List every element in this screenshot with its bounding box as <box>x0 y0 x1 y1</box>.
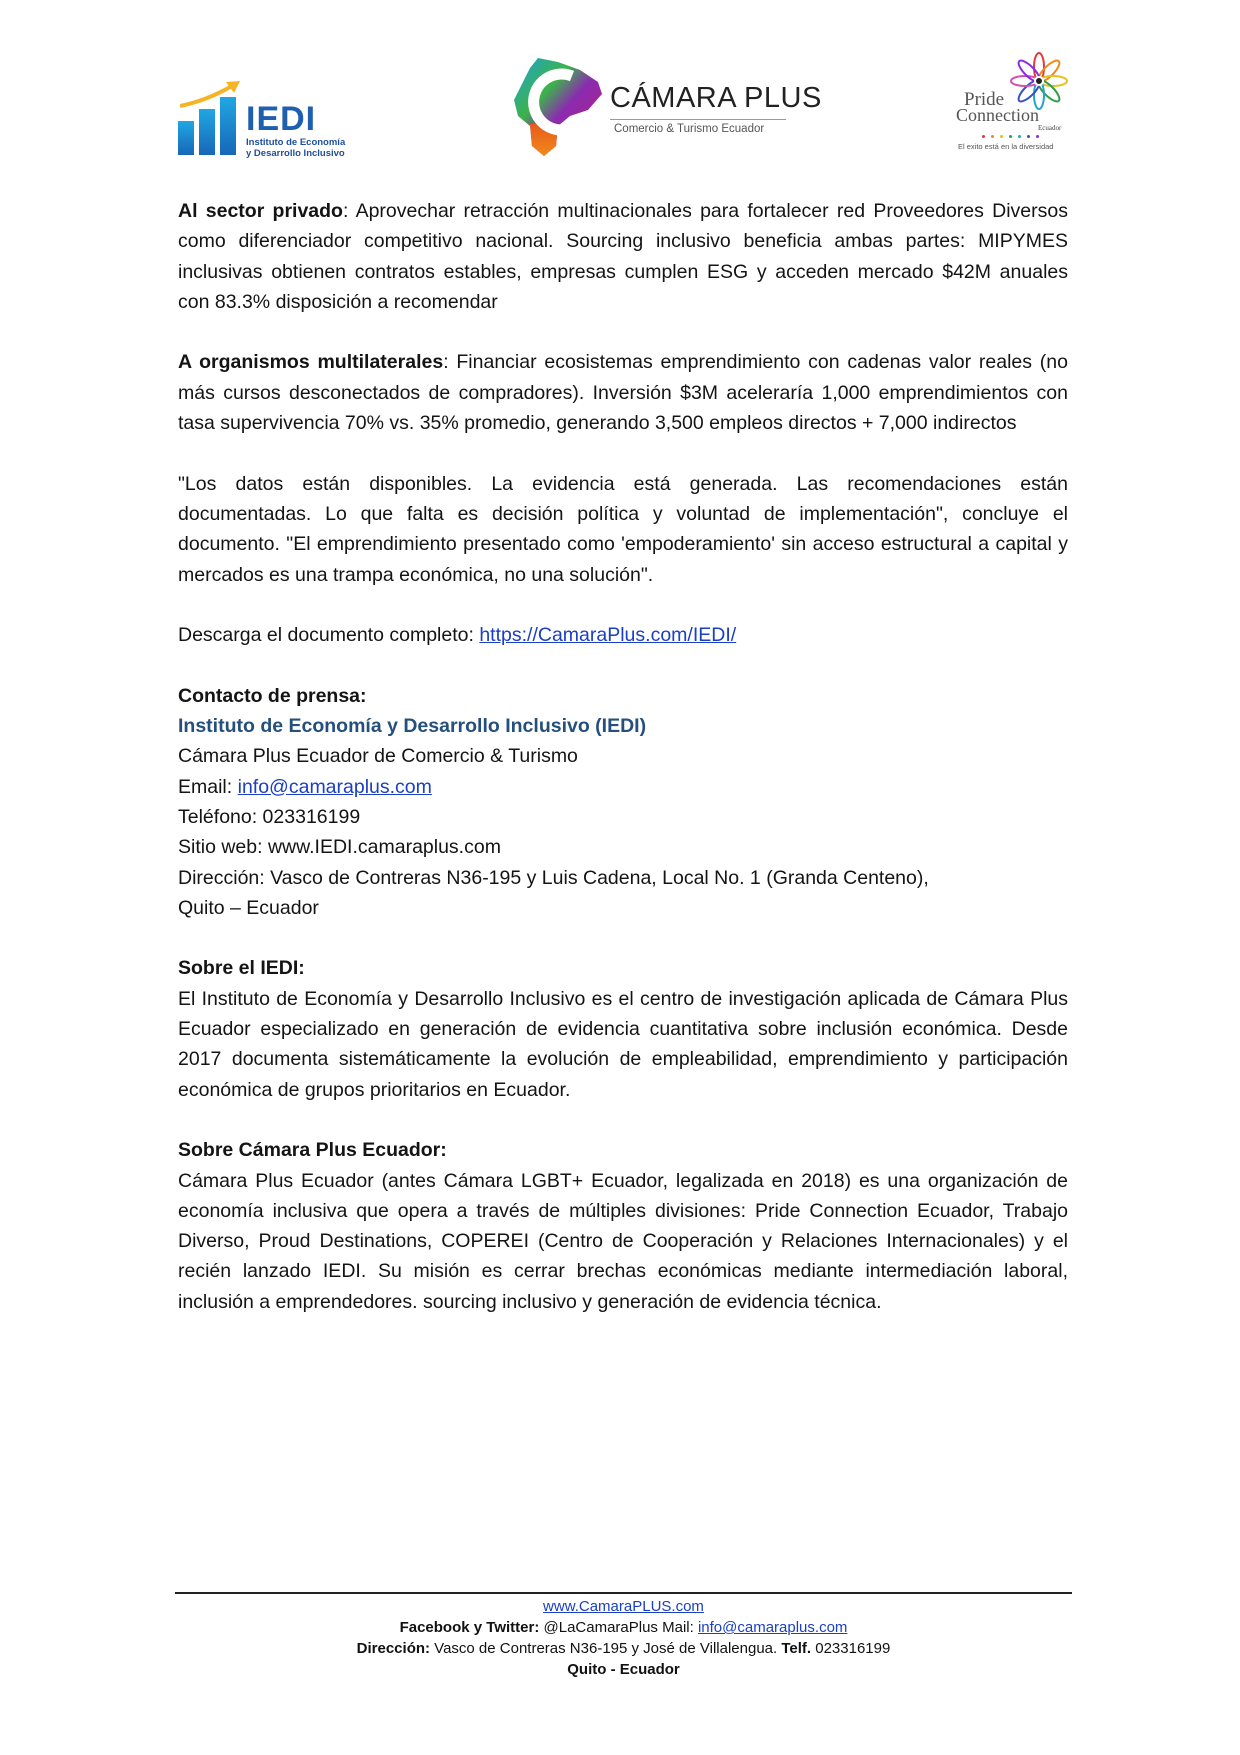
iedi-subtitle <box>246 137 345 159</box>
camara-title: CÁMARA PLUS <box>610 82 822 114</box>
iedi-brand: IEDI <box>246 100 317 138</box>
footer-address-label: Dirección: <box>356 1640 431 1657</box>
press-contact-city: Quito – Ecuador <box>178 896 319 919</box>
email-label: Email: <box>178 775 238 798</box>
quote-paragraph: "Los datos están disponibles. La evidencia está generada. Las recomendaciones están documentadas. Lo que falta es decisión política y voluntad de implementación", concluye el documento. "El emprendimiento presentado como 'empoderamiento' sin acceso estructural a capital y mercados es una trampa económica, no una solución". <box>178 472 1068 586</box>
footer-social-line <box>175 1617 1072 1638</box>
pride-word: Pride <box>964 89 1005 110</box>
press-contact-phone: Teléfono: 023316199 <box>178 805 361 828</box>
connection-word: Connection <box>956 105 1039 125</box>
ecuador-map-icon <box>510 54 610 158</box>
iedi-subtitle-line2: y Desarrollo Inclusivo <box>246 148 345 159</box>
document-body <box>178 196 1068 1317</box>
multilateral-paragraph <box>178 347 1068 438</box>
multilateral-label: A organismos multilaterales <box>178 351 444 374</box>
private-sector-text: : Aprovechar retracción multinacionales para fortalecer red Proveedores Diversos como diferenciador competitivo nacional. Sourcing inclusivo beneficia ambas partes: MIPYMES inclusivas obtienen contratos estables, empresas cumplen ESG y acceden mercado $42M anuales con 83.3% disposición a recomendar <box>178 200 1068 313</box>
growth-arrow-icon <box>180 80 242 110</box>
press-contact-heading: Contacto de prensa: <box>178 684 367 707</box>
pride-motto: El exito está en la diversidad <box>958 142 1054 151</box>
about-iedi-heading: Sobre el IEDI: <box>178 957 305 980</box>
about-camara-text: Cámara Plus Ecuador (antes Cámara LGBT+ Ecuador, legalizada en 2018) es una organización de economía inclusiva que opera a través de múltiples divisiones: Pride Connection Ecuador, Trabajo Diverso, Proud Destinations, COPEREI (Centro de Cooperación y Relaciones Internacionales) y el recién lanzado IEDI. Su misión es cerrar brechas económicas mediante intermediación laboral, inclusión a emprendedores. sourcing inclusivo y generación de evidencia técnica. <box>178 1169 1068 1313</box>
footer-email-link[interactable]: info@camaraplus.com <box>697 1619 848 1636</box>
download-link[interactable]: https://CamaraPlus.com/IEDI/ <box>479 624 737 647</box>
footer-phone-label: Telf. <box>781 1640 812 1657</box>
footer-website-link[interactable]: www.CamaraPLUS.com <box>543 1598 704 1615</box>
footer-social-label: Facebook y Twitter: <box>399 1619 540 1636</box>
private-sector-paragraph <box>178 196 1068 317</box>
pride-flower-icon <box>1010 52 1068 110</box>
press-email-link[interactable]: info@camaraplus.com <box>237 775 432 798</box>
press-contact-org: Instituto de Economía y Desarrollo Inclusivo (IEDI) <box>178 715 647 738</box>
iedi-subtitle-line1: Instituto de Economía <box>246 137 346 148</box>
download-line <box>178 620 1068 650</box>
about-camara-heading: Sobre Cámara Plus Ecuador: <box>178 1139 447 1162</box>
camara-tagline: Comercio & Turismo Ecuador <box>614 123 765 135</box>
ecuador-word: Ecuador <box>1038 124 1062 132</box>
camara-plus-logo <box>510 48 822 163</box>
press-contact-website: Sitio web: www.IEDI.camaraplus.com <box>178 836 501 859</box>
footer-social-handle: @LaCamaraPlus Mail: <box>539 1619 698 1636</box>
footer-address: Vasco de Contreras N36-195 y José de Villalengua. <box>430 1640 782 1657</box>
about-iedi-text: El Instituto de Economía y Desarrollo Inclusivo es el centro de investigación aplicada de Cámara Plus Ecuador especializado en generación de evidencia cuantitativa sobre inclusión económica. Desde 2017 documenta sistemáticamente la evolución de empleabilidad, emprendimiento y participación económica de grupos prioritarios en Ecuador. <box>178 987 1068 1101</box>
color-dots <box>982 135 1039 138</box>
footer-address-line <box>175 1638 1072 1659</box>
camara-divider <box>610 119 786 120</box>
footer-city: Quito - Ecuador <box>567 1661 680 1678</box>
footer-phone: 023316199 <box>811 1640 891 1657</box>
iedi-logo <box>178 80 348 159</box>
page-footer <box>175 1596 1072 1680</box>
press-contact-chamber: Cámara Plus Ecuador de Comercio & Turismo <box>178 745 578 768</box>
multilateral-text: : Financiar ecosistemas emprendimiento con cadenas valor reales (no más cursos desconectados de compradores). Inversión $3M aceleraría 1,000 emprendimientos con tasa supervivencia 70% vs. 35% promedio, generando 3,500 empleos directos + 7,000 indirectos <box>178 351 1068 435</box>
footer-divider <box>175 1592 1072 1594</box>
private-sector-label: Al sector privado <box>178 200 343 222</box>
press-contact-email-line <box>178 772 1068 802</box>
press-contact-address: Dirección: Vasco de Contreras N36-195 y Luis Cadena, Local No. 1 (Granda Centeno), <box>178 866 929 889</box>
pride-connection-logo <box>952 52 1082 152</box>
download-label: Descarga el documento completo: <box>178 624 480 647</box>
